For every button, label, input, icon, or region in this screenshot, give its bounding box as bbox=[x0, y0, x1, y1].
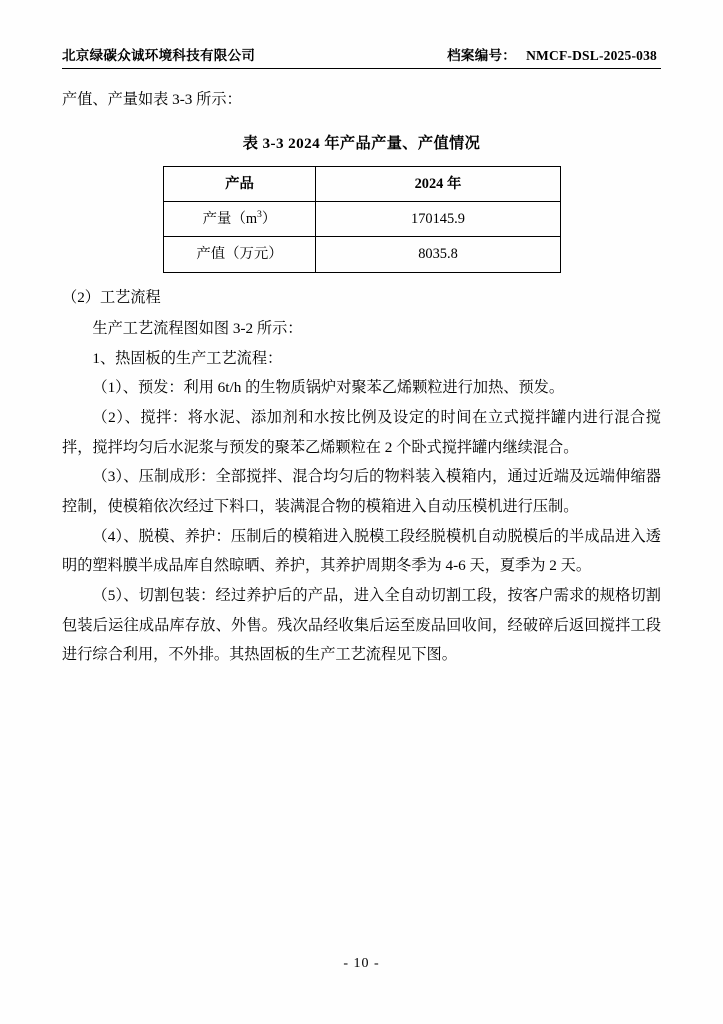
paragraph-step-5-cutting-packaging: （5）、切割包装：经过养护后的产品，进入全自动切割工段，按客户需求的规格切割包装后运往成品库存放、外售。残次品经收集后运至废品回收间，经破碎后返回搅拌工段进行综合利用，不外排。其热固板的生产工艺流程见下图。 bbox=[62, 586, 661, 664]
archive-code-value: NMCF-DSL-2025-038 bbox=[526, 48, 657, 63]
page-header bbox=[62, 44, 661, 69]
row-value-output-value: 8035.8 bbox=[316, 237, 560, 272]
production-table bbox=[163, 166, 561, 272]
paragraph-step-1-prefoaming: （1）、预发：利用 6t/h 的生物质锅炉对聚苯乙烯颗粒进行加热、预发。 bbox=[92, 379, 565, 397]
row-label-text: 产量（m bbox=[202, 211, 258, 228]
table-header-row bbox=[163, 167, 560, 202]
header-company-name: 北京绿碳众诚环境科技有限公司 bbox=[62, 48, 256, 63]
header-archive-code bbox=[447, 44, 661, 64]
paragraph-process-chart-ref: 生产工艺流程图如图 3-2 所示： bbox=[92, 320, 303, 338]
paragraph-step-3-pressing: （3）、压制成形：全部搅拌、混合均匀后的物料装入模箱内，通过近端及远端伸缩器控制，使模箱依次经过下料口，装满混合物的模箱进入自动压模机进行压制。 bbox=[62, 468, 661, 515]
table-row bbox=[163, 237, 560, 272]
row-label-superscript: 3 bbox=[257, 209, 262, 221]
row-value-output-volume: 170145.9 bbox=[316, 202, 560, 237]
row-label-output-value: 产值（万元） bbox=[163, 237, 316, 272]
table-header-year: 2024 年 bbox=[316, 167, 560, 202]
paragraph-step-2-mixing: （2）、搅拌：将水泥、添加剂和水按比例及设定的时间在立式搅拌罐内进行混合搅拌，搅拌均匀后水泥浆与预发的聚苯乙烯颗粒在 2 个卧式搅拌罐内继续混合。 bbox=[62, 409, 661, 456]
table-row bbox=[163, 202, 560, 237]
row-label-suffix: ） bbox=[261, 211, 277, 228]
archive-code-label: 档案编号： bbox=[447, 48, 517, 63]
paragraph-thermoset-board-flow: 1、热固板的生产工艺流程： bbox=[92, 349, 283, 367]
page-content bbox=[62, 69, 661, 670]
row-label-output-volume bbox=[163, 202, 316, 237]
table-header-product: 产品 bbox=[163, 167, 316, 202]
page-number: - 10 - bbox=[343, 956, 380, 971]
lead-line: 产值、产量如表 3-3 所示： bbox=[62, 91, 242, 108]
paragraph-step-4-demolding-curing: （4）、脱模、养护：压制后的模箱进入脱模工段经脱模机自动脱模后的半成品进入透明的塑料膜半成品库自然晾晒、养护，其养护周期冬季为 4-6 天，夏季为 2 天。 bbox=[62, 527, 661, 575]
table-caption: 表 3-3 2024 年产品产量、产值情况 bbox=[242, 134, 481, 152]
section-title-process-flow: （2）工艺流程 bbox=[62, 288, 161, 306]
